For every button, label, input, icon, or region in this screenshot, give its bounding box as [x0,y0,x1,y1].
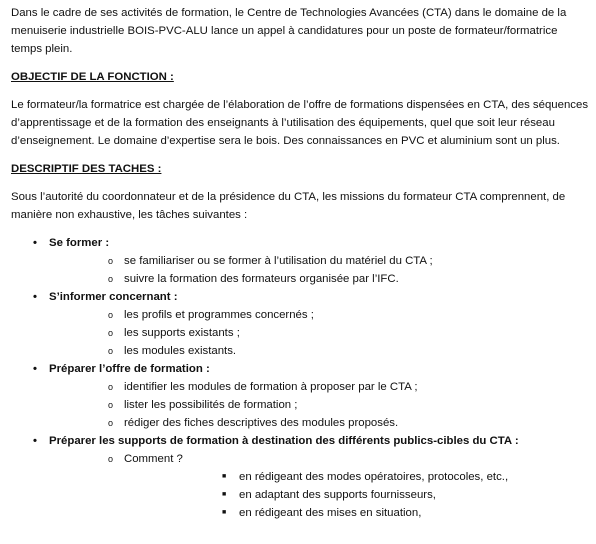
circle-marker: o [108,418,114,428]
circle-marker: o [108,274,114,284]
square-marker: ■ [222,509,227,516]
descriptif-heading: DESCRIPTIF DES TACHES : [11,163,162,175]
task-subitem [49,306,591,324]
task-subitem-text: lister les possibilités de formation ; [124,399,298,411]
bullet-marker: • [33,435,37,447]
task-sublist [49,252,591,288]
bullet-marker: • [33,363,37,375]
task-sublist [49,378,591,432]
task-item [11,360,591,432]
task-subitem-text: les supports existants ; [124,327,240,339]
task-title: Préparer les supports de formation à destination des différents publics-cibles du CTA : [49,435,519,447]
circle-marker: o [108,382,114,392]
circle-marker: o [108,400,114,410]
job-posting-document [11,4,591,522]
task-subitem [49,342,591,360]
task-subitem-text: identifier les modules de formation à proposer par le CTA ; [124,381,418,393]
task-subitem-text: Comment ? [124,453,183,465]
task-sublist [49,450,591,522]
circle-marker: o [108,346,114,356]
task-subsubitem [124,468,591,486]
task-subitem [49,252,591,270]
descriptif-paragraph: Sous l’autorité du coordonnateur et de la présidence du CTA, les missions du formateur CTA comprennent, de manière non exhaustive, les tâches suivantes : [11,191,566,221]
task-subitem-text: les profils et programmes concernés ; [124,309,314,321]
task-subitem [49,450,591,522]
task-subitem [49,396,591,414]
square-marker: ■ [222,473,227,480]
task-item [11,234,591,288]
task-item [11,432,591,522]
task-title: Préparer l’offre de formation : [49,363,210,375]
task-title: Se former : [49,237,110,249]
task-subitem [49,324,591,342]
task-subsubitem [124,504,591,522]
square-marker: ■ [222,491,227,498]
task-subsubitem-text: en rédigeant des mises en situation, [239,507,422,519]
circle-marker: o [108,310,114,320]
objectif-paragraph: Le formateur/la formatrice est chargée de l’élaboration de l’offre de formations dispensées en CTA, des séquences d’apprentissage et de la formation des enseignants à l’utilisation des équipements, quel que soit leur réseau d’enseignement. Le domaine d’expertise sera le bois. Des connaissances en PVC et aluminium sont un plus. [11,99,589,147]
task-subitem-text: suivre la formation des formateurs organisée par l’IFC. [124,273,399,285]
task-subitem-text: rédiger des fiches descriptives des modules proposés. [124,417,399,429]
task-title: S’informer concernant : [49,291,178,303]
task-subsublist [124,468,591,522]
objectif-heading: OBJECTIF DE LA FONCTION : [11,71,174,83]
intro-paragraph: Dans le cadre de ses activités de formation, le Centre de Technologies Avancées (CTA) dans le domaine de la menuiserie industrielle BOIS-PVC-ALU lance un appel à candidatures pour un poste de formateur/formatrice temps plein. [11,7,567,55]
bullet-marker: • [33,237,37,249]
task-subitem-text: se familiariser ou se former à l’utilisation du matériel du CTA ; [124,255,433,267]
task-subsubitem [124,486,591,504]
task-sublist [49,306,591,360]
circle-marker: o [108,328,114,338]
task-subsubitem-text: en adaptant des supports fournisseurs, [239,489,436,501]
bullet-marker: • [33,291,37,303]
task-subitem [49,414,591,432]
circle-marker: o [108,256,114,266]
task-subitem-text: les modules existants. [124,345,237,357]
task-list [11,234,591,522]
task-subsubitem-text: en rédigeant des modes opératoires, protocoles, etc., [239,471,509,483]
task-subitem [49,270,591,288]
circle-marker: o [108,454,114,464]
task-subitem [49,378,591,396]
task-item [11,288,591,360]
